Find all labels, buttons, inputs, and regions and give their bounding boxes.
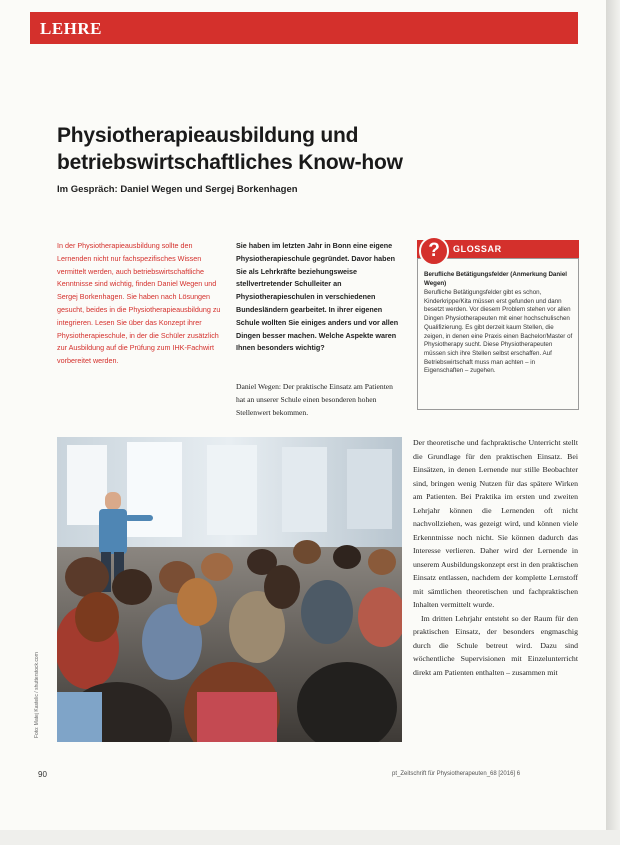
scan-margin (0, 830, 620, 845)
section-label: LEHRE (40, 19, 103, 38)
seminar-audience-illustration (57, 437, 402, 742)
article-body-column (413, 436, 578, 679)
seminar-photo (57, 437, 402, 742)
body-paragraph-1: Der theoretische und fachpraktische Unterricht stellt die Grundlage für den praktischen Einsatz. Bei Einsätzen, in denen Lernende nur stille Beobachter sind, bringen wenig Nutzen für das spätere Wirken am Patienten. Bei Praktika im ersten und zweiten Lehrjahr können die Lernenden oft nicht nachvollziehen, was gezeigt wird, und können viele Erkenntnisse noch nicht. Sie können dadurch das Interesse verlieren. Daher wird der Lernende in unserem Ausbildungskonzept erst in den praktischen Einsatz entlassen, nachdem der komplette Lernstoff mit sämtlichen theoretischen und fachpraktischen Inhalten vermittelt wurde. (413, 438, 578, 609)
footer-source: pt_Zeitschrift für Physiotherapeuten_68 [2016] 6 (392, 771, 521, 777)
page-number: 90 (38, 770, 47, 779)
interview-column (236, 240, 404, 355)
article-intro: In der Physiotherapieausbildung sollte den Lernenden nicht nur fachspezifisches Wissen vermittelt werden, auch betriebswirtschaftliche Kenntnisse sind wichtig, finden Daniel Wegen und Sergej Borkenhagen. Sie haben nach Lösungen gesucht, beides in die Physiotherapieausbildung zu integrieren. Lesen Sie über das Konzept ihrer Physiotherapieschule, in der die Schüler zusätzlich zur Ausbildung auf die Prüfung zum IHK-Fachwirt vorbereitet werden. (57, 241, 221, 366)
glossary-label: GLOSSAR (453, 244, 502, 254)
glossary-text: Berufliche Betätigungsfelder gibt es schon, Kinderkrippe/Kita müssen erst gefunden und dann besetzt werden. Vor diesem Problem stehen vor allen Dingen Physiotherapeuten mit einer hochschulischen Qualifizierung. Es gibt derzeit kaum Stellen, die zeigen, in denen eine Praxis einen Bachelor/Master of Physiotherapy sucht. Diese Physiotherapeuten müssen sich ihre Stellen selbst erschaffen. Auf Betriebswirtschaft muss man achten – in Eigenschaften – zugehen. (424, 289, 573, 375)
body-paragraph-2: Im dritten Lehrjahr entsteht so der Raum für den praktischen Einsatz, der besonders engmaschig durch die Schule betreut wird. Dazu sind wöchentliche Supervisionen mit Einzelunterricht direkt am Patienten enthalten – zusammen mit (413, 613, 578, 677)
article-title-line-2: betriebswirtschaftliches Know-how (57, 151, 403, 174)
interview-answer-start: Daniel Wegen: Der praktische Einsatz am Patienten hat an unserer Schule einen besonderen hohen Stellenwert bekommen. (236, 382, 393, 417)
article-subtitle: Im Gespräch: Daniel Wegen und Sergej Borkenhagen (57, 184, 298, 195)
question-mark-icon: ? (419, 236, 449, 266)
article-title (57, 122, 537, 176)
page-edge (606, 0, 620, 845)
article-title-line-1: Physiotherapieausbildung und (57, 124, 359, 147)
glossary-box (417, 236, 579, 412)
interview-question: Sie haben im letzten Jahr in Bonn eine eigene Physiotherapieschule gegründet. Davor haben Sie als Lehrkräfte beziehungsweise stellvertretender Schulleiter an Physiotherapieschulen in verschiedenen Bundesländern gearbeitet. In ihrer eigenen Schule wollten Sie einiges anders und vor allen Dingen besser machen. Welche Aspekte waren Ihnen besonders wichtig? (236, 241, 399, 353)
glossary-term: Berufliche Betätigungsfelder (Anmerkung Daniel Wegen) (424, 271, 568, 287)
photo-credit: Foto: Matej Kastelic / shutterstock.com (34, 652, 40, 738)
glossary-body (417, 258, 579, 410)
section-header-bar (30, 12, 578, 44)
